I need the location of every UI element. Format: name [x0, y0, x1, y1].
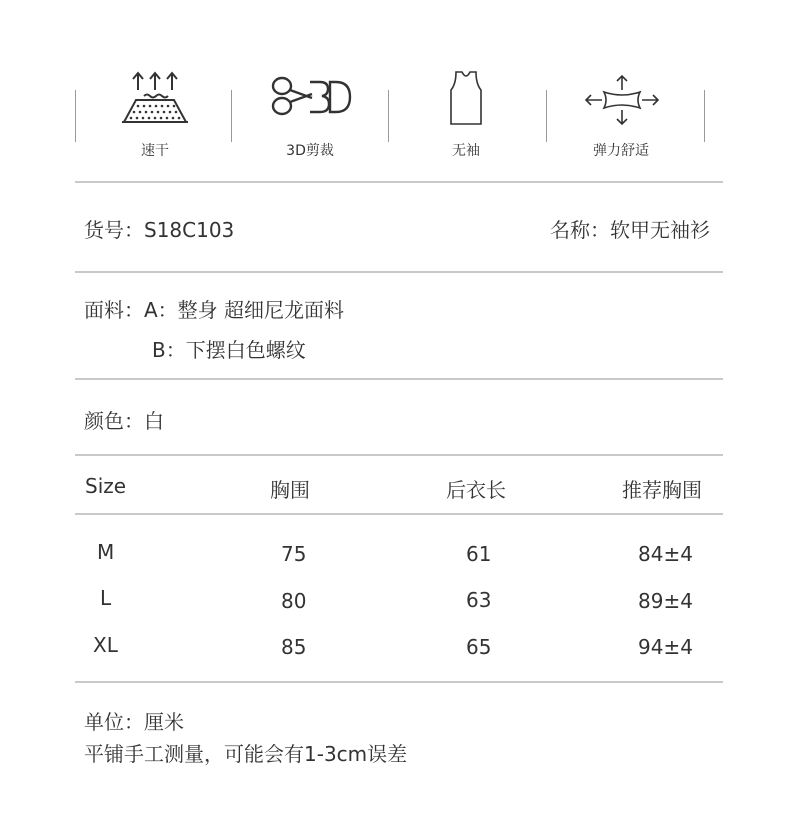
divider-left: [75, 90, 76, 142]
stretch-arrows-icon: [582, 68, 662, 128]
table-cell-recommended: 89±4: [638, 589, 693, 613]
measurement-note: 平铺手工测量，可能会有1-3cm误差: [84, 742, 408, 766]
divider-line: [75, 181, 723, 183]
table-cell-recommended: 94±4: [638, 635, 693, 659]
divider: [231, 90, 232, 142]
color-info: 颜色：白: [84, 409, 164, 433]
product-name: 名称：软甲无袖衫: [550, 218, 710, 242]
table-cell-chest: 85: [281, 635, 307, 659]
feature-label-quick-dry: 速干: [141, 143, 169, 159]
fabric-a: 面料：A：整身 超细尼龙面料: [84, 298, 345, 322]
feature-label-stretch: 弹力舒适: [593, 143, 649, 159]
divider-line: [75, 454, 723, 456]
divider-line: [75, 271, 723, 273]
divider-line: [75, 513, 723, 515]
feature-label-sleeveless: 无袖: [452, 143, 480, 159]
item-number: 货号：S18C103: [84, 218, 235, 242]
sleeveless-vest-icon: [448, 68, 484, 128]
divider: [388, 90, 389, 142]
table-cell-size: XL: [93, 633, 118, 657]
quick-dry-icon: [118, 68, 192, 128]
fabric-b: B：下摆白色螺纹: [152, 338, 306, 362]
divider: [546, 90, 547, 142]
table-cell-back-length: 65: [466, 635, 492, 659]
table-cell-chest: 80: [281, 589, 307, 613]
table-header-size: Size: [85, 474, 127, 498]
table-cell-size: M: [97, 540, 115, 564]
table-cell-recommended: 84±4: [638, 542, 693, 566]
unit-note: 单位：厘米: [84, 710, 184, 734]
table-cell-size: L: [100, 586, 112, 610]
table-header-back-length: 后衣长: [446, 478, 506, 502]
table-header-recommended-chest: 推荐胸围: [622, 478, 702, 502]
scissors-3d-icon: [268, 68, 352, 124]
table-header-chest: 胸围: [270, 478, 310, 502]
divider-line: [75, 378, 723, 380]
table-cell-back-length: 61: [466, 542, 492, 566]
divider-right: [704, 90, 705, 142]
divider-line: [75, 681, 723, 683]
table-cell-chest: 75: [281, 542, 307, 566]
table-cell-back-length: 63: [466, 588, 492, 612]
feature-label-3d-cut: 3D剪裁: [286, 143, 334, 159]
